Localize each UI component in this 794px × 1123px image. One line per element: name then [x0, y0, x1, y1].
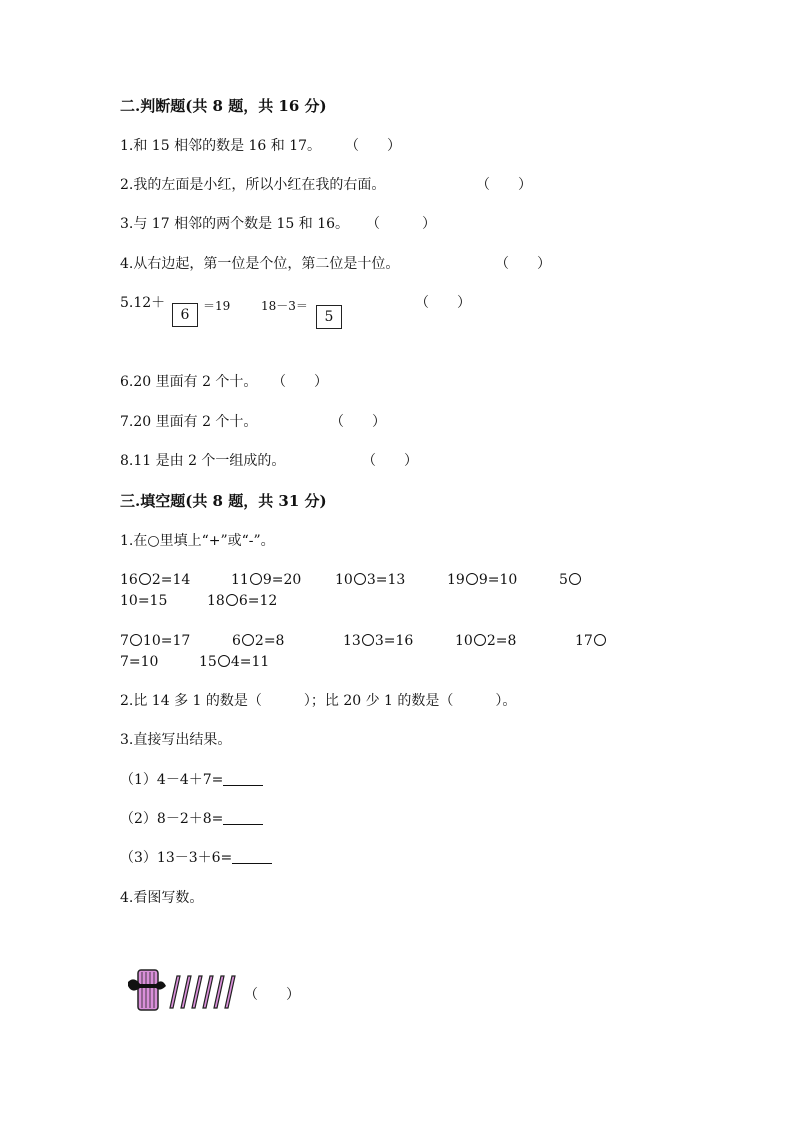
calc-item-2: （2）8－2＋8= — [120, 810, 263, 828]
judge-item-1: 1.和 15 相邻的数是 16 和 17。 — [120, 138, 322, 154]
answer-paren-3[interactable]: （ ） — [366, 216, 436, 232]
judge-item-8: 8.11 是由 2 个一组成的。 — [120, 453, 286, 469]
circle-equation: 18 6=12 — [207, 593, 278, 609]
number-box-2: 5 — [316, 305, 342, 329]
judge-item-3: 3.与 17 相邻的两个数是 15 和 16。 — [120, 216, 350, 232]
operator-circle[interactable] — [474, 634, 486, 646]
answer-blank[interactable] — [232, 849, 272, 864]
fill-q4-prompt: 4.看图写数。 — [120, 890, 204, 906]
judge-item-7: 7.20 里面有 2 个十。 — [120, 414, 258, 430]
circle-equation: 10 2=8 — [455, 633, 517, 649]
answer-paren-sticks[interactable]: （ ） — [244, 987, 300, 1003]
circle-equation: 16 2=14 — [120, 572, 191, 588]
answer-paren-7[interactable]: （ ） — [330, 414, 386, 430]
judge-item-5-prefix: 5.12＋ — [120, 295, 166, 311]
judge-item-5-mid: ＝19 — [203, 299, 231, 313]
answer-paren-1[interactable]: （ ） — [345, 138, 401, 154]
single-stick-icons — [170, 976, 235, 1008]
operator-circle[interactable] — [130, 634, 142, 646]
judge-item-4: 4.从右边起，第一位是个位，第二位是十位。 — [120, 256, 400, 272]
answer-paren-8[interactable]: （ ） — [362, 453, 418, 469]
operator-circle[interactable] — [226, 594, 238, 606]
operator-circle[interactable] — [242, 634, 254, 646]
counting-sticks-illustration — [124, 964, 240, 1020]
circle-equation: 15 4=11 — [199, 654, 270, 670]
circle-equation: 11 9=20 — [231, 572, 302, 588]
section3-title: 三.填空题(共 8 题，共 31 分) — [120, 492, 327, 510]
operator-circle[interactable] — [139, 573, 151, 585]
circle-equation-cont: 7=10 — [120, 654, 159, 670]
answer-blank[interactable] — [223, 810, 263, 825]
circle-equation: 13 3=16 — [343, 633, 414, 649]
stick-bundle-icon — [128, 970, 166, 1010]
answer-paren-4[interactable]: （ ） — [495, 256, 551, 272]
fill-q3-prompt: 3.直接写出结果。 — [120, 732, 232, 748]
circle-equation: 5 — [559, 571, 582, 589]
operator-circle[interactable] — [569, 573, 581, 585]
judge-item-2: 2.我的左面是小红，所以小红在我的右面。 — [120, 177, 386, 193]
judge-item-6: 6.20 里面有 2 个十。 — [120, 374, 258, 390]
section2-title: 二.判断题(共 8 题，共 16 分) — [120, 97, 327, 115]
circle-equation: 17 — [575, 632, 607, 650]
circle-equation: 10 3=13 — [335, 572, 406, 588]
fill-q1-prompt: 1.在○里填上“+”或“-”。 — [120, 533, 275, 549]
calc-item-1: （1）4－4＋7= — [120, 771, 263, 789]
circle-equation: 19 9=10 — [447, 572, 518, 588]
circle-equation: 6 2=8 — [232, 633, 285, 649]
operator-circle[interactable] — [354, 573, 366, 585]
answer-paren-6[interactable]: （ ） — [272, 374, 328, 390]
operator-circle[interactable] — [218, 655, 230, 667]
circle-equation: 7 10=17 — [120, 633, 191, 649]
judge-item-5-expr2: 18－3＝ — [261, 299, 308, 313]
circle-equation-cont: 10=15 — [120, 593, 168, 609]
calc-item-3: （3）13－3＋6= — [120, 849, 272, 867]
operator-circle[interactable] — [362, 634, 374, 646]
answer-blank[interactable] — [223, 771, 263, 786]
operator-circle[interactable] — [250, 573, 262, 585]
fill-q2: 2.比 14 多 1 的数是（ ）；比 20 少 1 的数是（ ）。 — [120, 693, 517, 709]
operator-circle[interactable] — [594, 634, 606, 646]
number-box-1: 6 — [172, 303, 198, 327]
operator-circle[interactable] — [466, 573, 478, 585]
answer-paren-2[interactable]: （ ） — [476, 177, 532, 193]
answer-paren-5[interactable]: （ ） — [415, 295, 471, 311]
